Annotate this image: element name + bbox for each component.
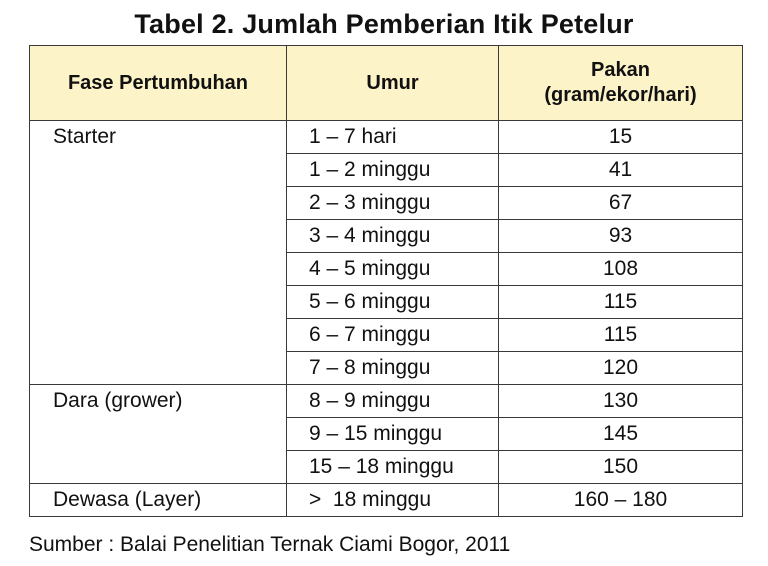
feed-cell: 41 [499,154,743,187]
feed-cell: 150 [499,451,743,484]
age-cell: > 18 minggu [287,484,499,517]
feed-cell: 145 [499,418,743,451]
header-row [30,46,743,121]
age-cell: 1 – 2 minggu [287,154,499,187]
table-row [30,121,743,154]
age-cell: 7 – 8 minggu [287,352,499,385]
age-cell: 3 – 4 minggu [287,220,499,253]
age-cell: 6 – 7 minggu [287,319,499,352]
age-cell: 2 – 3 minggu [287,187,499,220]
feed-cell: 120 [499,352,743,385]
header-feed [499,46,743,121]
source-note: Sumber : Balai Penelitian Ternak Ciami Bogor, 2011 [29,533,511,556]
feed-cell: 108 [499,253,743,286]
feed-cell: 67 [499,187,743,220]
phase-cell-starter: Starter [30,121,287,385]
header-age: Umur [287,46,499,121]
feed-cell: 115 [499,319,743,352]
feed-table [29,45,743,517]
feed-cell: 160 – 180 [499,484,743,517]
table-row [30,484,743,517]
feed-cell: 130 [499,385,743,418]
age-cell: 4 – 5 minggu [287,253,499,286]
header-feed-line2: (gram/ekor/hari) [544,84,697,106]
age-cell: 8 – 9 minggu [287,385,499,418]
feed-cell: 15 [499,121,743,154]
feed-cell: 93 [499,220,743,253]
header-phase: Fase Pertumbuhan [30,46,287,121]
phase-cell-layer: Dewasa (Layer) [30,484,287,517]
phase-cell-grower: Dara (grower) [30,385,287,484]
age-cell: 15 – 18 minggu [287,451,499,484]
header-feed-line1: Pakan [591,59,650,81]
feed-cell: 115 [499,286,743,319]
age-cell: 1 – 7 hari [287,121,499,154]
age-cell: 9 – 15 minggu [287,418,499,451]
age-cell: 5 – 6 minggu [287,286,499,319]
table-row [30,385,743,418]
table-title: Tabel 2. Jumlah Pemberian Itik Petelur [134,9,634,39]
